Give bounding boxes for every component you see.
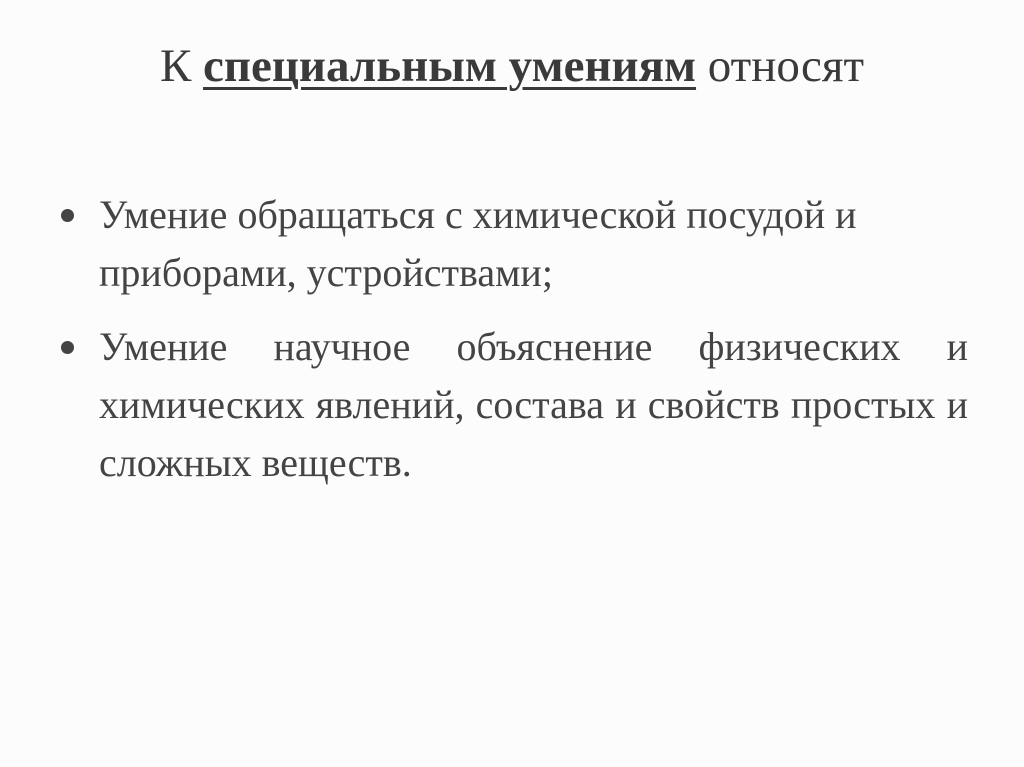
title-emphasis: специальным умениям (203, 40, 697, 92)
bullet-text: Умение научное объяснение физических и химических явлений, состава и свойств простых и сложных веществ. (99, 324, 968, 485)
bullet-dot-icon (61, 209, 74, 222)
bullet-item-chemical-equipment (58, 186, 968, 302)
bullet-text: Умение обращаться с химической посудой и приборами, устройствами; (99, 192, 857, 295)
bullet-list (58, 186, 968, 508)
bullet-dot-icon (61, 341, 74, 354)
title-prefix: К (159, 40, 192, 92)
title-suffix: относят (707, 40, 865, 92)
bullet-item-scientific-explanation (58, 318, 968, 492)
slide-title (0, 36, 1024, 96)
